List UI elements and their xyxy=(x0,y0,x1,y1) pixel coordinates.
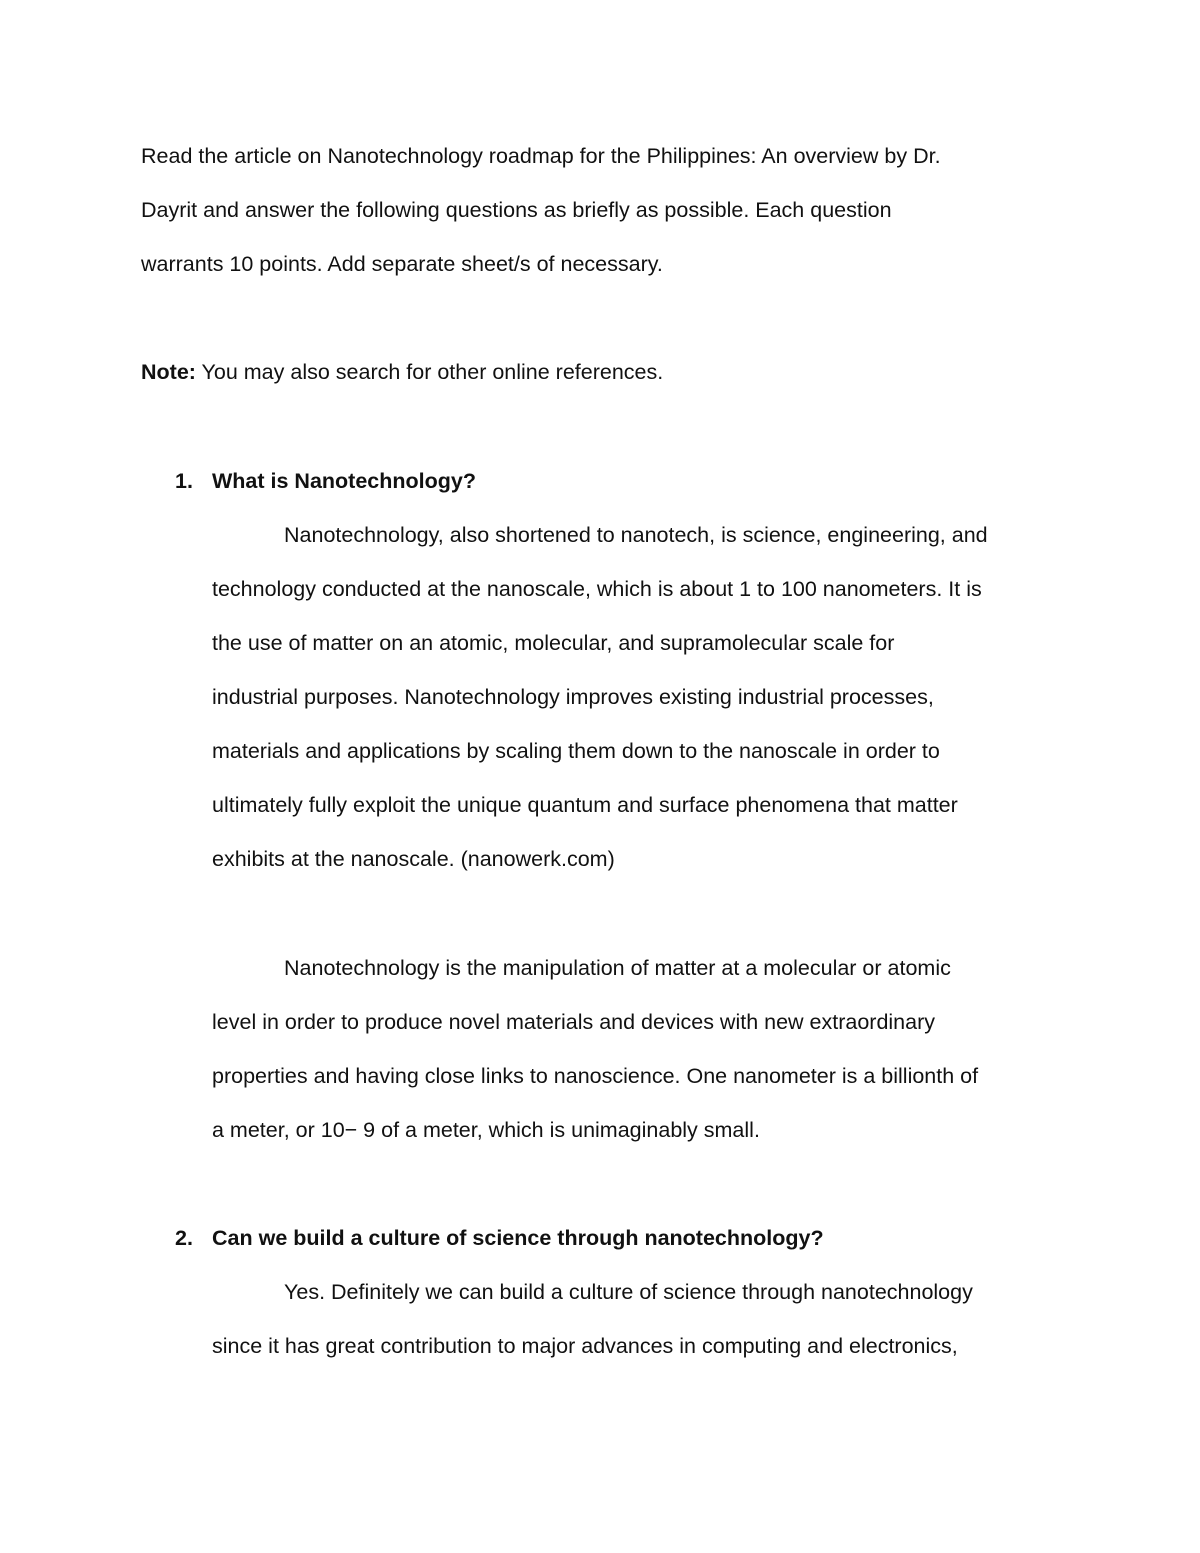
answer-1-p2-line-1: Nanotechnology is the manipulation of matter at a molecular or atomic xyxy=(284,956,951,980)
answer-1-p1-line-3: the use of matter on an atomic, molecular, and supramolecular scale for xyxy=(212,631,895,655)
intro-line-3: warrants 10 points. Add separate sheet/s of necessary. xyxy=(141,252,663,276)
question-2-number: 2. xyxy=(175,1226,193,1250)
intro-line-2: Dayrit and answer the following questions as briefly as possible. Each question xyxy=(141,198,892,222)
question-2-title: Can we build a culture of science through nanotechnology? xyxy=(212,1226,824,1250)
answer-1-p2-line-3: properties and having close links to nanoscience. One nanometer is a billionth of xyxy=(212,1064,979,1088)
answer-2-p1-line-1: Yes. Definitely we can build a culture of science through nanotechnology xyxy=(284,1280,973,1304)
answer-1-p2-line-4: a meter, or 10− 9 of a meter, which is unimaginably small. xyxy=(212,1118,760,1142)
answer-1-p1-line-7: exhibits at the nanoscale. (nanowerk.com) xyxy=(212,847,615,871)
answer-2-p1-line-2: since it has great contribution to major advances in computing and electronics, xyxy=(212,1334,958,1358)
answer-1-p1-line-6: ultimately fully exploit the unique quantum and surface phenomena that matter xyxy=(212,793,958,817)
answer-1-p1-line-2: technology conducted at the nanoscale, which is about 1 to 100 nanometers. It is xyxy=(212,577,982,601)
intro-line-1: Read the article on Nanotechnology roadmap for the Philippines: An overview by Dr. xyxy=(141,144,941,168)
note-line xyxy=(141,359,663,385)
answer-1-p1-line-5: materials and applications by scaling them down to the nanoscale in order to xyxy=(212,739,940,763)
answer-1-p1-line-1: Nanotechnology, also shortened to nanotech, is science, engineering, and xyxy=(284,523,988,547)
note-text: You may also search for other online references. xyxy=(195,360,664,384)
answer-1-p1-line-4: industrial purposes. Nanotechnology improves existing industrial processes, xyxy=(212,685,934,709)
question-1-title: What is Nanotechnology? xyxy=(212,469,476,493)
question-1-number: 1. xyxy=(175,469,193,493)
note-label: Note: xyxy=(141,360,196,384)
answer-1-p2-line-2: level in order to produce novel materials and devices with new extraordinary xyxy=(212,1010,936,1034)
